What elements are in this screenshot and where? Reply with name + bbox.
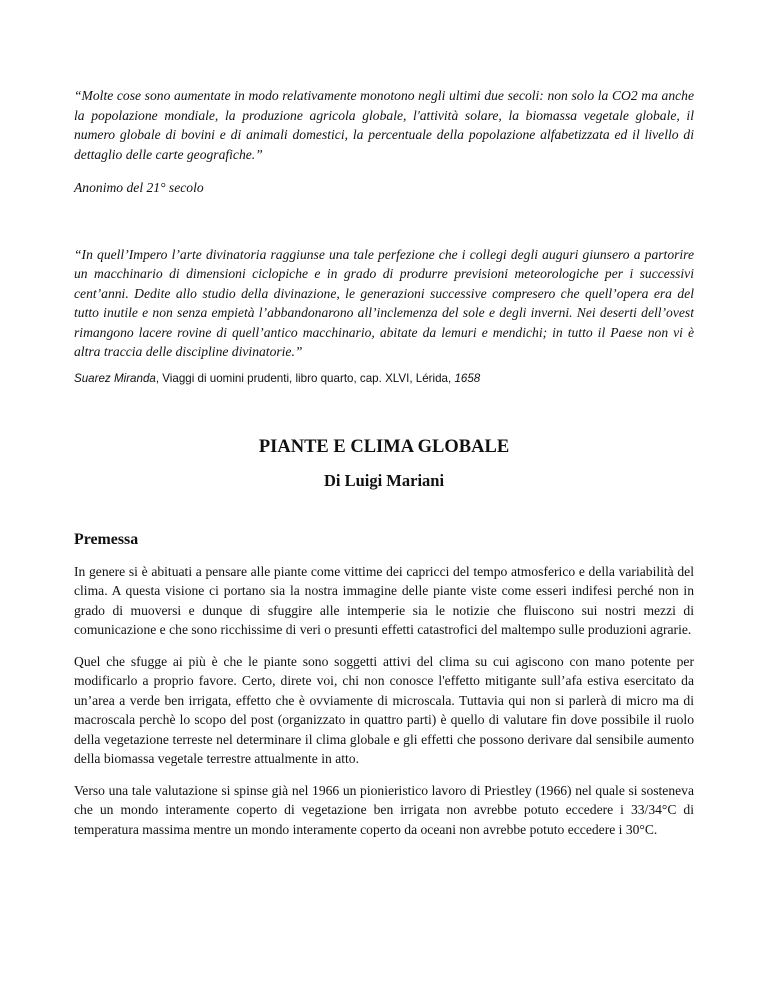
article-author: Di Luigi Mariani	[323, 471, 445, 490]
paragraph-3: Verso una tale valutazione si spinse già nel 1966 un pionieristico lavoro di Priestley (1966) nel quale si sosteneva che un mondo interamente coperto di vegetazione ben irrigata non avrebbe potuto eccedere i 33/34°C di temperatura massima mentre un mondo interamente coperto da oceani non avrebbe potuto eccedere i 30°C.	[74, 782, 694, 837]
attribution-year: 1658	[454, 371, 481, 385]
article-title: PIANTE E CLIMA GLOBALE	[258, 437, 510, 457]
section-heading: Premessa	[74, 531, 139, 548]
epigraph-quote-2: “In quell’Impero l’arte divinatoria raggiunse una tale perfezione che i collegi degli auguri giunsero a partorire un macchinario di dimensioni ciclopiche e in grado di produrre previsioni meteorologiche per i successivi cent’anni. Dedite allo studio della divinazione, le generazioni successive compresero che quell’opera era del tutto inutile e non senza empietà l’abbandonarono all’inclemenza del sole e degli inverni. Nei deserti dell’ovest rimangono lacere rovine di quell’antico macchinario, abitate da lemuri e mendichi; in tutto il Paese non vi è altra traccia delle discipline divinatorie.”	[74, 246, 694, 359]
epigraph-attribution-2	[74, 369, 694, 389]
attribution-source: , Viaggi di uomini prudenti, libro quarto, cap. XLVI, Lérida,	[155, 371, 455, 385]
paragraph-1: In genere si è abituati a pensare alle piante come vittime dei capricci del tempo atmosferico e della variabilità del clima. A questa visione ci portano sia la nostra immagine delle piante viste come esseri indifesi perché non in grado di muoversi e dunque di sfuggire alle intemperie sia le notizie che fluiscono sui nostri mezzi di comunicazione e che sono ricchissime di veri o presunti effetti catastrofici del maltempo sulle produzioni agrarie.	[74, 563, 694, 637]
paragraph-2: Quel che sfugge ai più è che le piante sono soggetti attivi del clima su cui agiscono con mano potente per modificarlo a proprio favore. Certo, direte voi, chi non conosce l'effetto mitigante sull’afa estiva esercitato da un’area a verde ben irrigata, effetto che è ovviamente di microscala. Tuttavia qui non si parlerà di micro ma di macroscala perchè lo scopo del post (organizzato in quattro parti) è quello di valutare fin dove possibile il ruolo della vegetazione terreste nel determinare il clima globale e gli effetti che possono derivare dal sensibile aumento della biomassa vegetale terrestre attualmente in atto.	[74, 653, 694, 766]
attribution-author: Suarez Miranda	[74, 371, 156, 385]
epigraph-attribution-1: Anonimo del 21° secolo	[74, 180, 204, 195]
epigraph-quote-1: “Molte cose sono aumentate in modo relativamente monotono negli ultimi due secoli: non solo la CO2 ma anche la popolazione mondiale, la produzione agricola globale, l'attività solare, la biomassa vegetale globale, il numero globale di bovini e di animali domestici, la percentuale della popolazione alfabetizzata ed il livello di dettaglio delle carte geografiche.”	[74, 88, 694, 162]
